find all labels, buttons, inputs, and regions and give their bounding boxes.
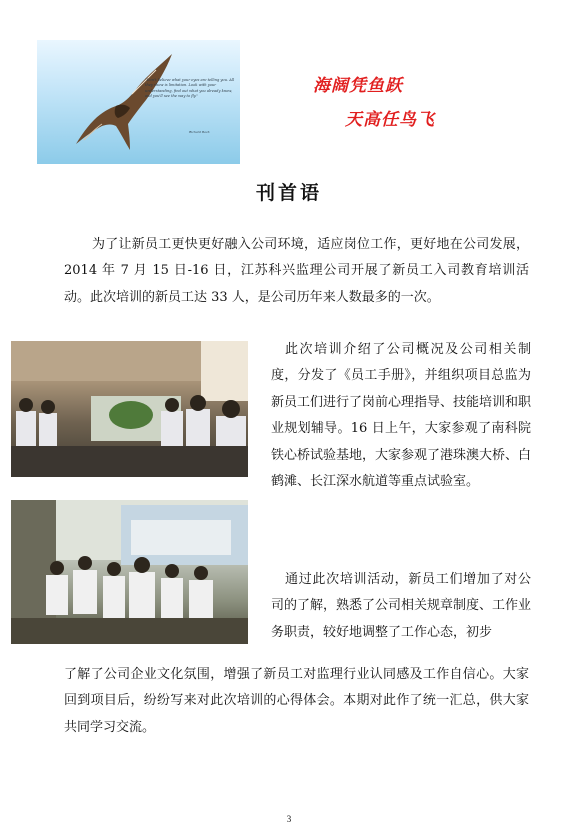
slogan-line-2: 天高任鸟飞 (345, 110, 435, 130)
paragraph-conclusion: 了解了公司企业文化氛围，增强了新员工对监理行业认同感及工作自信心。大家回到项目后，纷纷写来对此次培训的心得体会。本期对此作了统一汇总，供大家共同学习交流。 (64, 667, 529, 735)
lab-visit-photo (11, 500, 248, 644)
page-title: 刊首语 (255, 182, 322, 204)
eagle-icon (72, 48, 182, 158)
banner-quote-attribution: Richard Bach (189, 130, 210, 134)
paragraph-outcome: 通过此次培训活动，新员工们增加了对公司的了解，熟悉了公司相关规章制度、工作业务职责，较好地调整了工作心态，初步 (271, 572, 532, 640)
paragraph-intro: 为了让新员工更快更好融入公司环境，适应岗位工作，更好地在公司发展，2014 年 7 月 15 日-16 日，江苏科兴监理公司开展了新员工入司教育培训活动。此次培训的新员工达 33 人，是公司历年来人数最多的一次。 (64, 237, 529, 305)
eagle-banner-image (37, 40, 240, 164)
slogan-line-1: 海阔凭鱼跃 (313, 76, 403, 96)
page-number: 3 (286, 814, 292, 824)
paragraph-training-content: 此次培训介绍了公司概况及公司相关制度，分发了《员工手册》，并组织项目总监为新员工们进行了岗前心理指导、技能培训和职业规划辅导。16 日上午，大家参观了南科院铁心桥试验基地，大家参观了港珠澳大桥、白鹤滩、长江深水航道等重点试验室。 (271, 342, 532, 490)
banner-quote: "Don't believe what your eyes are telling you. All they show is limitation. Look with your understanding, find out what you already know, and you'll see the way to fly." (145, 78, 235, 99)
training-meeting-photo (11, 341, 248, 477)
